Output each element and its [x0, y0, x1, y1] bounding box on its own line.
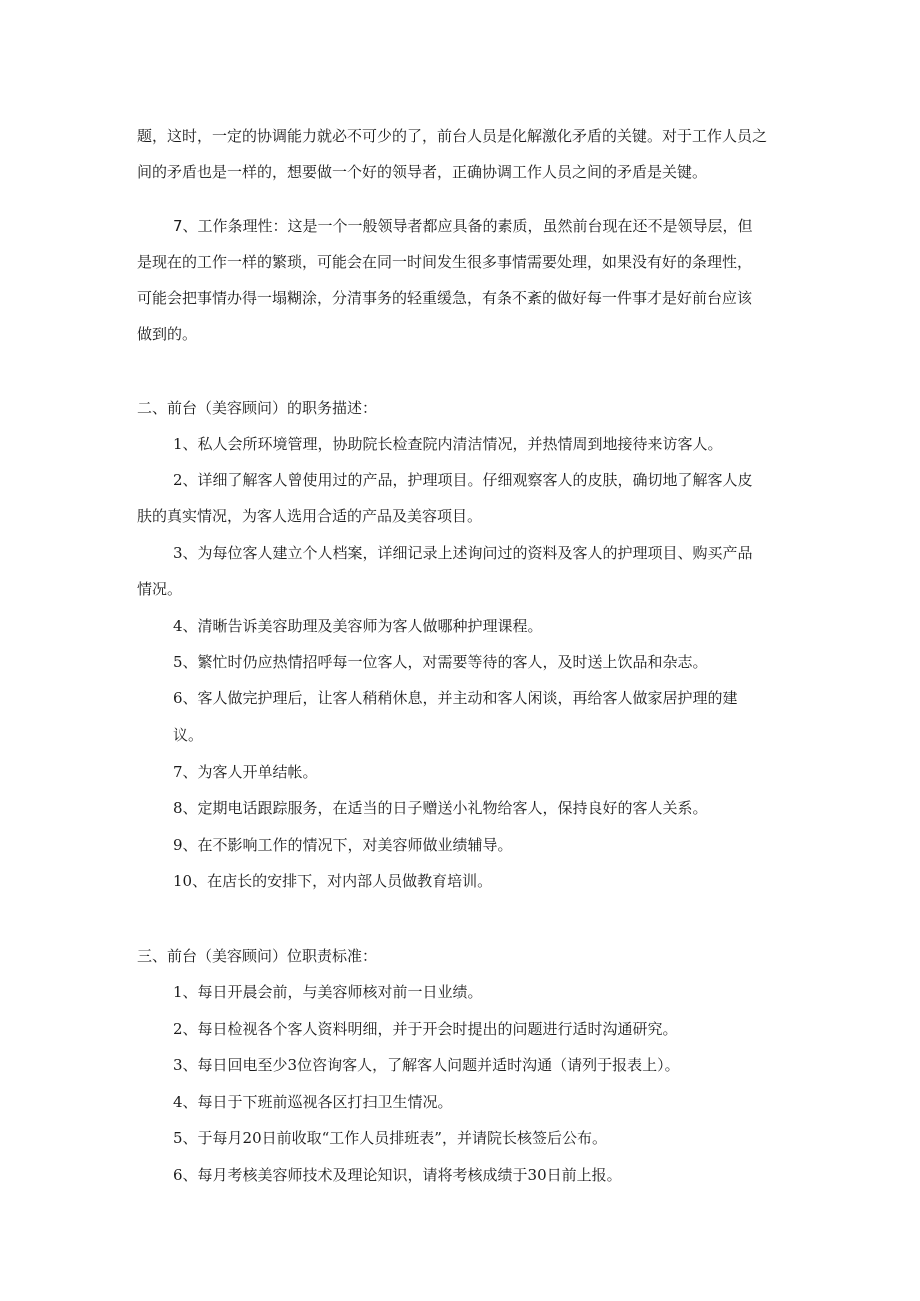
section2-item: 4、清晰告诉美容助理及美容师为客人做哪种护理课程。 [173, 617, 543, 635]
section2-item: 议。 [173, 726, 204, 744]
item7-line-2: 是现在的工作一样的繁琐，可能会在同一时间发生很多事情需要处理，如果没有好的条理性， [137, 253, 753, 271]
item7-text: 这是一个一般领导者都应具备的素质，虽然前台现在还不是领导层，但 [287, 217, 753, 235]
section3-item: 5、于每月20日前收取“工作人员排班表”，并请院长核签后公布。 [173, 1129, 607, 1147]
section3-item: 4、每日于下班前巡视各区打扫卫生情况。 [173, 1093, 453, 1111]
section3-item: 6、每月考核美容师技术及理论知识，请将考核成绩于30日前上报。 [173, 1166, 622, 1184]
section2-item: 7、为客人开单结帐。 [173, 763, 318, 781]
section3-item: 1、每日开晨会前，与美容师核对前一日业绩。 [173, 983, 483, 1001]
section2-item: 6、客人做完护理后，让客人稍稍休息，并主动和客人闲谈，再给客人做家居护理的建 [173, 689, 738, 707]
section3-item: 3、每日回电至少3位咨询客人，了解客人问题并适时沟通（请列于报表上）。 [173, 1056, 680, 1074]
item7-line-4: 做到的。 [137, 325, 198, 343]
item7-line-3: 可能会把事情办得一塌糊涂，分清事务的轻重缓急，有条不紊的做好每一件事才是好前台应该 [137, 289, 753, 307]
section2-heading: 二、前台（美容顾问）的职务描述： [137, 399, 378, 417]
section2-item: 9、在不影响工作的情况下，对美容师做业绩辅导。 [173, 836, 513, 854]
section2-item: 1、私人会所环境管理，协助院长检查院内清洁情况，并热情周到地接待来访客人。 [173, 435, 723, 453]
intro-line-2: 间的矛盾也是一样的，想要做一个好的领导者，正确协调工作人员之间的矛盾是关键。 [137, 163, 708, 181]
intro-line-1: 题，这时，一定的协调能力就必不可少的了，前台人员是化解激化矛盾的关键。对于工作人员之 [137, 127, 768, 145]
section2-item: 5、繁忙时仍应热情招呼每一位客人，对需要等待的客人，及时送上饮品和杂志。 [173, 653, 708, 671]
section2-item: 3、为每位客人建立个人档案，详细记录上述询问过的资料及客人的护理项目、购买产品 [173, 544, 753, 562]
item7-first-line [173, 216, 753, 236]
section2-item: 情况。 [137, 580, 183, 598]
section3-item: 2、每日检视各个客人资料明细，并于开会时提出的问题进行适时沟通研究。 [173, 1020, 678, 1038]
section2-item: 10、在店长的安排下，对内部人员做教育培训。 [173, 872, 493, 890]
section2-item: 2、详细了解客人曾使用过的产品，护理项目。仔细观察客人的皮肤，确切地了解客人皮 [173, 471, 753, 489]
section3-heading: 三、前台（美容顾问）位职责标准： [137, 947, 378, 965]
section2-item: 肤的真实情况，为客人选用合适的产品及美容项目。 [137, 507, 483, 525]
section2-item: 8、定期电话跟踪服务，在适当的日子赠送小礼物给客人，保持良好的客人关系。 [173, 799, 708, 817]
item7-title: 7、工作条理性： [173, 217, 288, 235]
